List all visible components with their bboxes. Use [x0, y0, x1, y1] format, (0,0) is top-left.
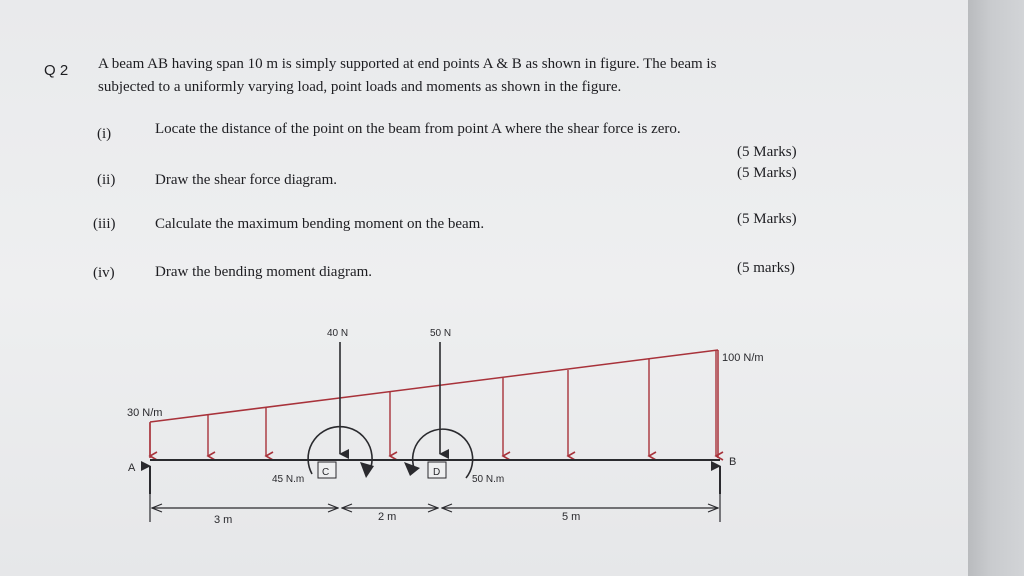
moment-d-arrowhead [404, 462, 420, 476]
load-top-line [150, 350, 718, 422]
part-number-ii: (ii) [97, 172, 116, 188]
point-load-c-label: 40 N [327, 328, 349, 339]
part-text-i: Locate the distance of the point on the beam from point A where the shear force is zero. [155, 121, 681, 137]
part-text-iv: Draw the bending moment diagram. [155, 264, 373, 280]
part-text-ii: Draw the shear force diagram. [155, 172, 337, 188]
question-intro-line-1: A beam AB having span 10 m is simply supported at end points A & B as shown in figure. The beam is [98, 56, 717, 72]
point-d-label: D [433, 467, 441, 478]
dim-cd-label: 2 m [378, 511, 397, 523]
support-a-label: A [128, 462, 136, 474]
part-marks-iii: (5 Marks) [737, 211, 797, 227]
dim-ac-label: 3 m [214, 514, 233, 526]
support-b-label: B [729, 456, 737, 468]
question-number: Q 2 [44, 62, 69, 79]
load-left-label: 30 N/m [127, 407, 163, 419]
question-intro-line-2: subjected to a uniformly varying load, point loads and moments as shown in the figure. [98, 79, 622, 95]
part-number-i: (i) [97, 126, 112, 142]
part-number-iv: (iv) [93, 265, 115, 281]
point-c-label: C [322, 467, 330, 478]
dim-db-label: 5 m [562, 511, 581, 523]
part-marks-iv: (5 marks) [737, 260, 795, 276]
part-text-iii: Calculate the maximum bending moment on the beam. [155, 216, 485, 232]
part-marks-i: (5 Marks) [737, 144, 797, 160]
point-load-d-label: 50 N [430, 328, 452, 339]
distributed-load-arrows [150, 351, 716, 456]
moment-d-label: 50 N.m [472, 474, 505, 485]
part-marks-ii: (5 Marks) [737, 165, 797, 181]
moment-c-label: 45 N.m [272, 474, 305, 485]
part-number-iii: (iii) [93, 216, 116, 232]
load-right-label: 100 N/m [722, 352, 764, 364]
